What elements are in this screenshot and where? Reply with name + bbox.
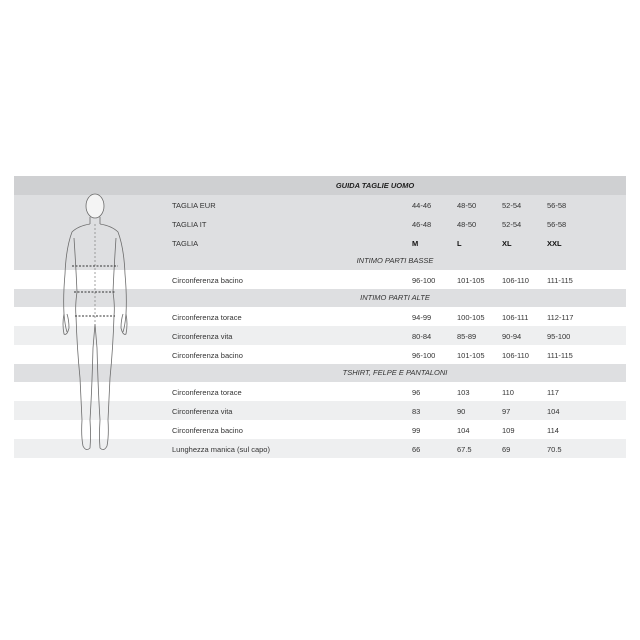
row-value: 95-100 [547,332,571,341]
row-value: 106-110 [502,351,529,360]
size-header-value: 52-54 [502,201,522,210]
row-value: 69 [502,445,511,454]
row-value: 96 [412,388,421,397]
row-value: 85-89 [457,332,477,341]
size-header-value: 48-50 [457,201,477,210]
size-header-value: M [412,239,419,248]
row-value: 99 [412,426,421,435]
section-title: INTIMO PARTI BASSE [356,256,434,265]
row-value: 101-105 [457,276,485,285]
size-header-value: XXL [547,239,562,248]
size-header-value: XL [502,239,512,248]
size-header-value: 56-58 [547,201,567,210]
row-value: 117 [547,388,559,397]
row-value: 114 [547,426,559,435]
row-label: Circonferenza bacino [172,351,243,360]
row-label: Circonferenza vita [172,407,233,416]
row-label: Circonferenza bacino [172,276,243,285]
row-value: 70.5 [547,445,562,454]
section-title: INTIMO PARTI ALTE [360,293,430,302]
row-value: 111-115 [547,351,573,360]
row-value: 66 [412,445,421,454]
row-value: 96-100 [412,276,436,285]
size-header-value: 46-48 [412,220,432,229]
size-header-value: 56-58 [547,220,567,229]
row-value: 90 [457,407,466,416]
row-value: 103 [457,388,470,397]
size-header-value: 52-54 [502,220,522,229]
row-value: 101-105 [457,351,485,360]
row-value: 112-117 [547,313,574,322]
row-label: Lunghezza manica (sul capo) [172,445,270,454]
row-value: 111-115 [547,276,573,285]
size-header-value: L [457,239,462,248]
size-header-label: TAGLIA EUR [172,201,216,210]
row-label: Circonferenza torace [172,313,242,322]
figure-head [86,194,104,218]
row-value: 110 [502,388,514,397]
row-label: Circonferenza bacino [172,426,243,435]
row-value: 100-105 [457,313,485,322]
figure-legs [76,316,114,450]
row-value: 94-99 [412,313,432,322]
row-value: 83 [412,407,421,416]
row-value: 109 [502,426,515,435]
row-value: 90-94 [502,332,522,341]
row-value: 97 [502,407,511,416]
size-header-value: 48-50 [457,220,477,229]
row-label: Circonferenza torace [172,388,242,397]
size-header-label: TAGLIA IT [172,220,207,229]
size-header-value: 44-46 [412,201,432,210]
row-value: 104 [547,407,560,416]
row-value: 106-111 [502,313,529,322]
size-header-label: TAGLIA [172,239,199,248]
row-value: 67.5 [457,445,472,454]
body-figure-illustration [50,188,140,460]
row-value: 96-100 [412,351,436,360]
section-title: TSHIRT, FELPE E PANTALONI [342,368,448,377]
row-value: 104 [457,426,470,435]
row-value: 80-84 [412,332,432,341]
table-title-text: GUIDA TAGLIE UOMO [335,181,415,190]
row-value: 106-110 [502,276,529,285]
row-label: Circonferenza vita [172,332,233,341]
